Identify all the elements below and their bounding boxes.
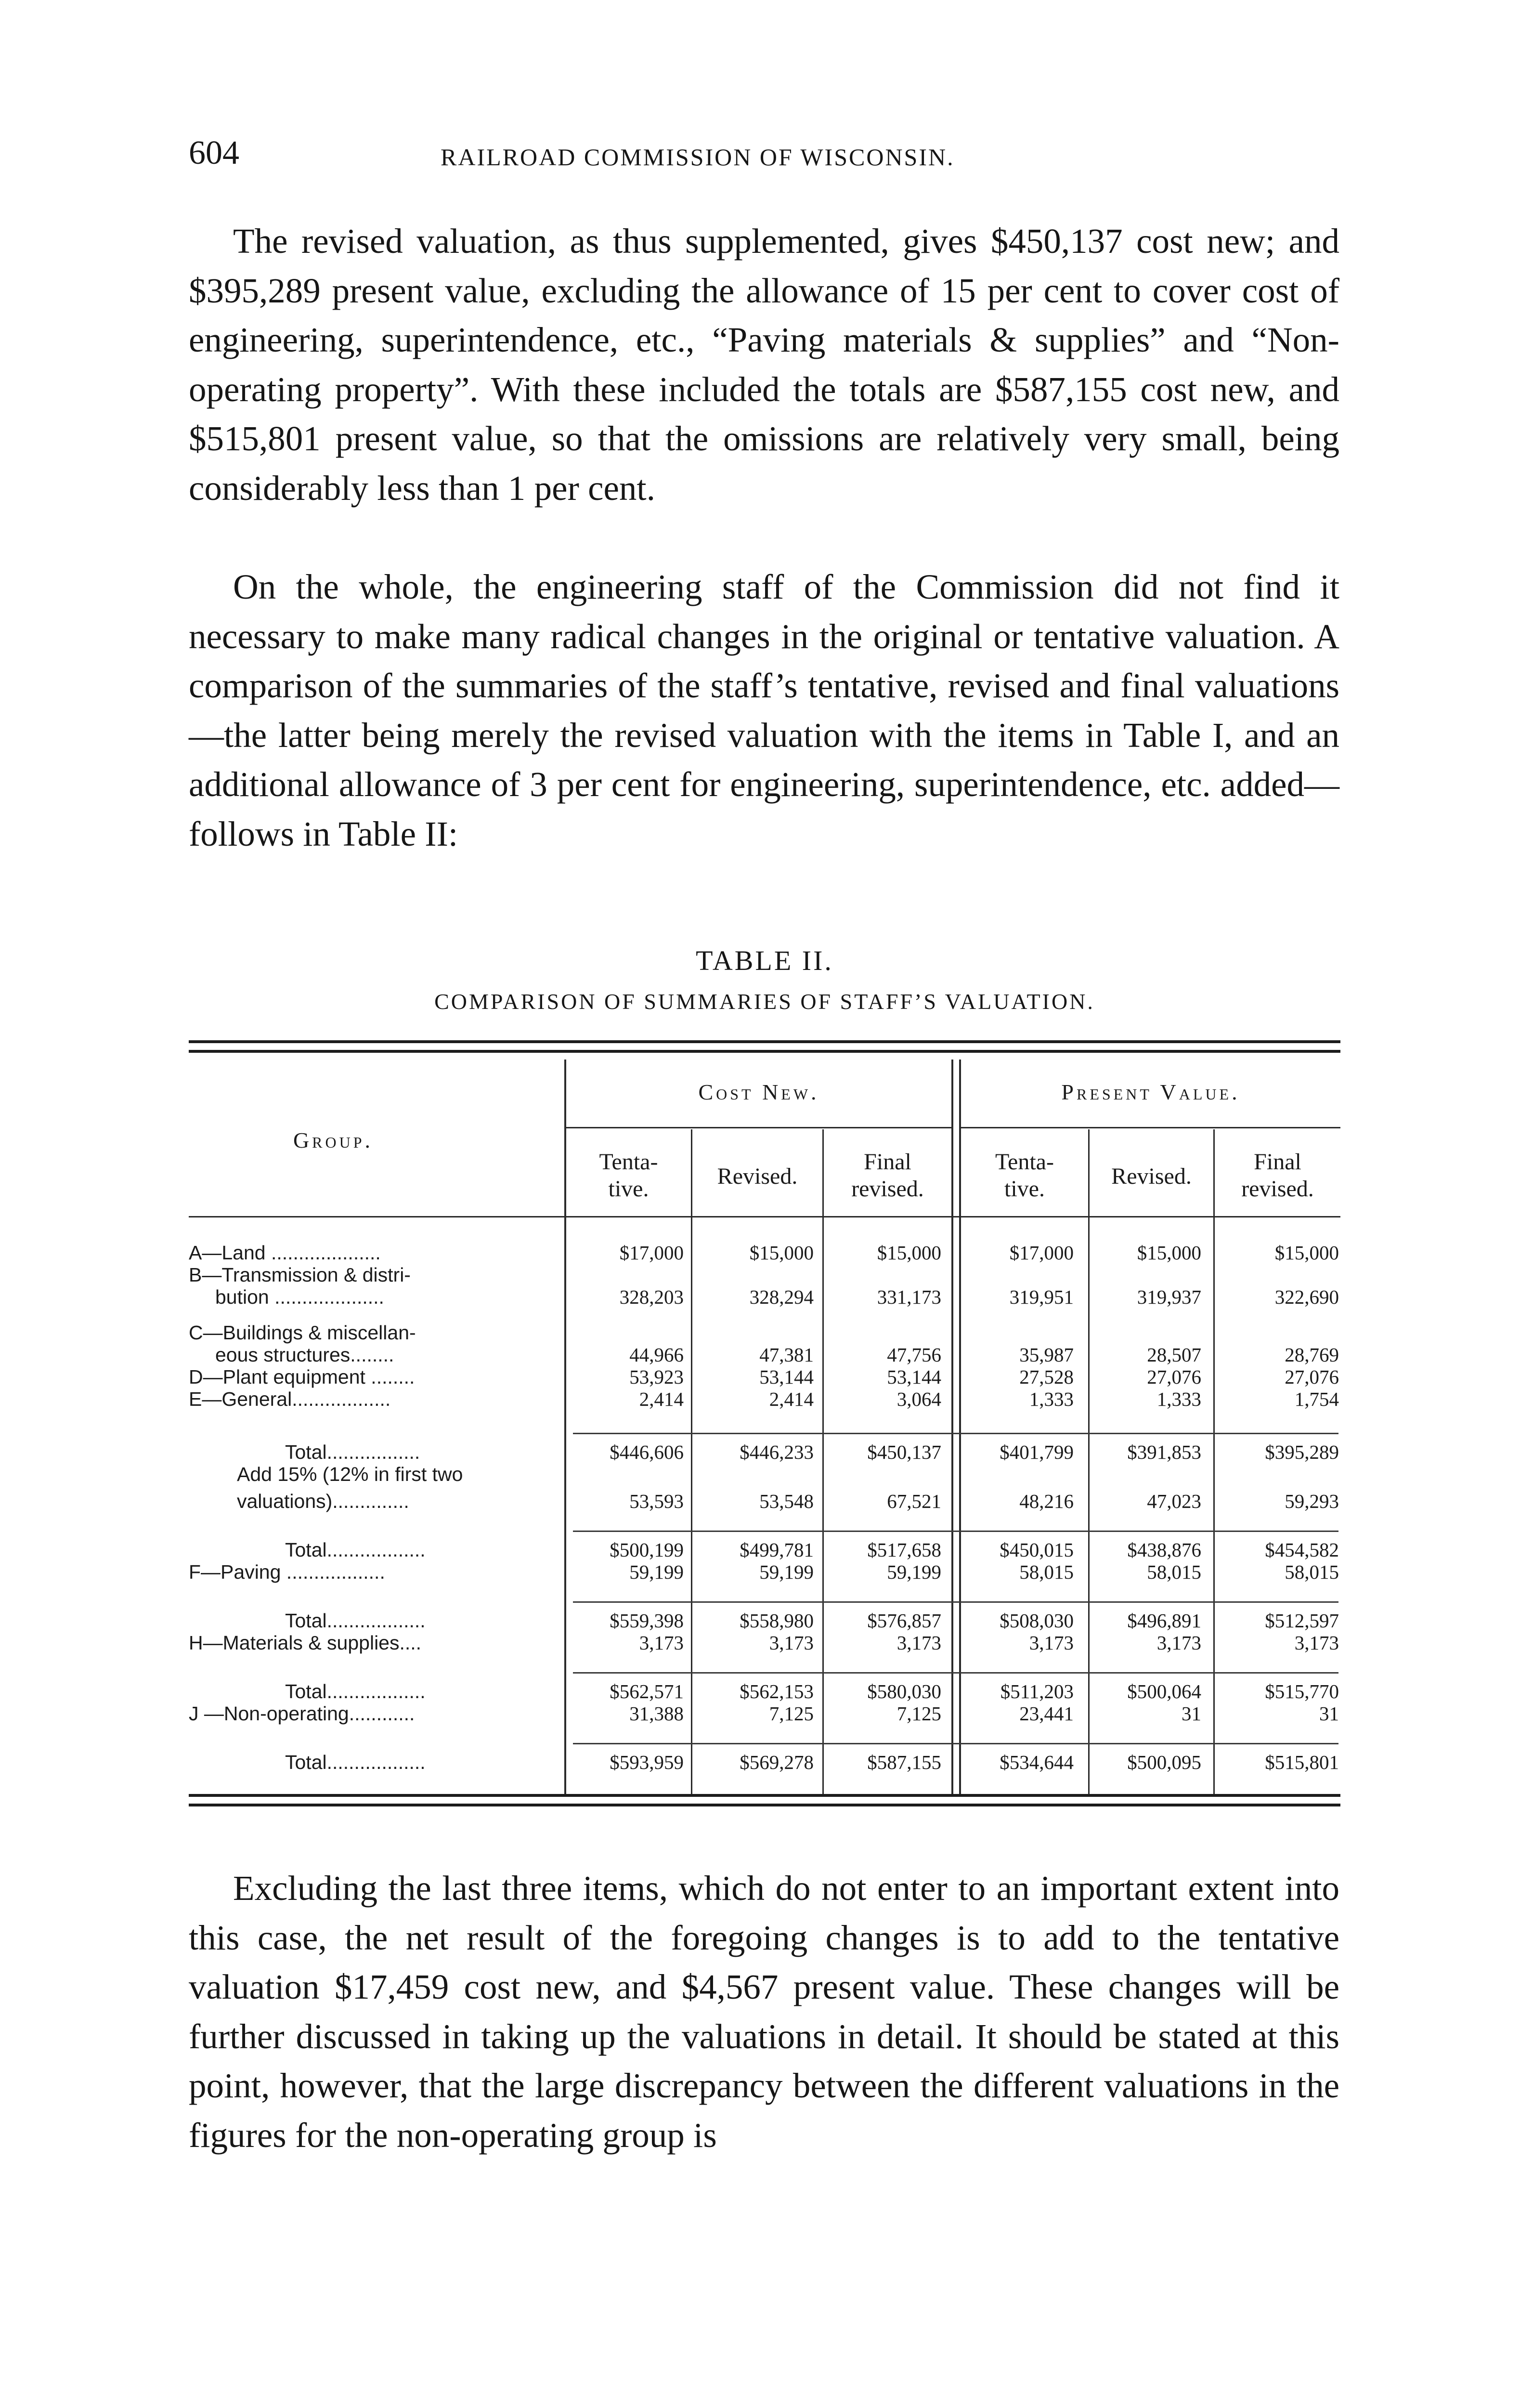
cell-present-tentative: $450,015 — [1000, 1539, 1074, 1561]
row-label-buildings: C—Buildings & miscellan- — [189, 1322, 416, 1344]
cell-cost-revised: 53,144 — [759, 1366, 814, 1388]
row-label-plant: D—Plant equipment ........ — [189, 1366, 415, 1388]
cell-present-final: 58,015 — [1285, 1561, 1339, 1583]
cell-present-final: 27,076 — [1285, 1366, 1339, 1388]
cell-cost-final: 3,173 — [896, 1632, 941, 1654]
cell-cost-revised: $446,233 — [740, 1441, 814, 1463]
tentative-header: Tenta- tive. — [995, 1149, 1054, 1202]
row-label-materials: H—Materials & supplies.... — [189, 1632, 422, 1654]
cell-cost-final: $587,155 — [867, 1751, 941, 1773]
cell-cost-revised: 53,548 — [759, 1490, 814, 1512]
group-header: Group. — [293, 1128, 374, 1152]
header-span-rule — [566, 1127, 951, 1128]
row-label-total: Total.................. — [285, 1751, 426, 1773]
cell-present-tentative: 35,987 — [1019, 1344, 1074, 1366]
cell-cost-tentative: $562,571 — [610, 1680, 684, 1702]
cell-cost-final: $517,658 — [867, 1539, 941, 1561]
cell-present-final: 59,293 — [1285, 1490, 1339, 1512]
cell-present-tentative: $508,030 — [1000, 1610, 1074, 1632]
row-label-buildings: eous structures........ — [215, 1344, 394, 1366]
cell-present-tentative: 23,441 — [1019, 1702, 1074, 1725]
cell-present-final: 31 — [1319, 1702, 1339, 1725]
sum-rule — [573, 1433, 1338, 1434]
cell-present-revised: 58,015 — [1147, 1561, 1201, 1583]
cell-cost-tentative: 31,388 — [629, 1702, 684, 1725]
sum-rule — [573, 1531, 1338, 1532]
page-header — [189, 129, 1344, 177]
cell-present-tentative: 1,333 — [1029, 1388, 1074, 1410]
cell-cost-tentative: $17,000 — [619, 1242, 684, 1264]
cell-present-final: $512,597 — [1265, 1610, 1339, 1632]
row-label-total: Total.................. — [285, 1680, 426, 1702]
cell-cost-tentative: $500,199 — [610, 1539, 684, 1561]
cell-present-revised: $438,876 — [1127, 1539, 1201, 1561]
column-divider — [951, 1060, 953, 1794]
cell-present-final: 1,754 — [1294, 1388, 1339, 1410]
header-bottom-rule — [189, 1216, 1340, 1217]
cell-present-tentative: $17,000 — [1009, 1242, 1074, 1264]
running-head: RAILROAD COMMISSION OF WISCONSIN. — [441, 144, 955, 170]
cell-cost-tentative: $446,606 — [610, 1441, 684, 1463]
cell-present-revised: 28,507 — [1147, 1344, 1201, 1366]
cell-cost-revised: 328,294 — [749, 1286, 814, 1308]
cell-cost-revised: $569,278 — [740, 1751, 814, 1773]
cell-cost-final: 59,199 — [887, 1561, 941, 1583]
cell-present-final: $15,000 — [1274, 1242, 1339, 1264]
revised-header: Revised. — [1111, 1164, 1192, 1189]
row-label-add15: valuations).............. — [237, 1490, 409, 1512]
cell-present-tentative: 48,216 — [1019, 1490, 1074, 1512]
cell-present-revised: 3,173 — [1156, 1632, 1201, 1654]
cell-present-revised: $500,095 — [1127, 1751, 1201, 1773]
cell-present-final: $395,289 — [1265, 1441, 1339, 1463]
cell-present-revised: $15,000 — [1137, 1242, 1201, 1264]
cell-present-tentative: 58,015 — [1019, 1561, 1074, 1583]
cell-cost-final: 47,756 — [887, 1344, 941, 1366]
page-number: 604 — [189, 134, 239, 171]
cost-new-header: Cost New. — [698, 1080, 819, 1104]
cell-present-revised: $391,853 — [1127, 1441, 1201, 1463]
row-label-land: A—Land .................... — [189, 1242, 381, 1264]
cell-present-final: $515,770 — [1265, 1680, 1339, 1702]
cell-cost-tentative: 44,966 — [629, 1344, 684, 1366]
table-title: TABLE II. — [696, 945, 833, 976]
cell-cost-revised: 3,173 — [769, 1632, 814, 1654]
cell-cost-tentative: 53,923 — [629, 1366, 684, 1388]
cell-present-final: $515,801 — [1265, 1751, 1339, 1773]
sum-rule — [573, 1601, 1338, 1603]
cell-cost-revised: 7,125 — [769, 1702, 814, 1725]
cell-cost-final: 67,521 — [887, 1490, 941, 1512]
cell-present-tentative: 319,951 — [1009, 1286, 1074, 1308]
table-bottom-rule — [189, 1794, 1340, 1797]
table-subtitle: COMPARISON OF SUMMARIES OF STAFF’S VALUATION. — [434, 989, 1095, 1014]
cell-cost-final: 7,125 — [896, 1702, 941, 1725]
row-label-transmission: bution .................... — [215, 1286, 384, 1308]
final-revised-header: Final revised. — [851, 1149, 924, 1202]
row-label-transmission: B—Transmission & distri- — [189, 1264, 411, 1286]
cell-present-tentative: 3,173 — [1029, 1632, 1074, 1654]
cell-present-revised: 27,076 — [1147, 1366, 1201, 1388]
paragraph-2: On the whole, the engineering staff of the Commission did not find it necessary to make many radical changes in the original or tentative valuation. A comparison of the summaries of the staff’s tentative, revised and final valuations—the latter being merely the revised valuation with the items in Table I, and an additional allowance of 3 per cent for engineering, superintendence, etc. added—follows in Table II: — [189, 567, 1339, 853]
cell-present-revised: 31 — [1182, 1702, 1201, 1725]
cell-cost-tentative: 53,593 — [629, 1490, 684, 1512]
cell-cost-revised: $562,153 — [740, 1680, 814, 1702]
cell-cost-final: $450,137 — [867, 1441, 941, 1463]
cell-cost-tentative: 2,414 — [639, 1388, 684, 1410]
cell-cost-tentative: $593,959 — [610, 1751, 684, 1773]
final-revised-header: Final revised. — [1241, 1149, 1314, 1202]
cell-present-tentative: $534,644 — [1000, 1751, 1074, 1773]
cell-present-final: 322,690 — [1274, 1286, 1339, 1308]
table-top-rule — [189, 1050, 1340, 1053]
cell-present-final: $454,582 — [1265, 1539, 1339, 1561]
cell-present-revised: 47,023 — [1147, 1490, 1201, 1512]
cell-cost-final: $576,857 — [867, 1610, 941, 1632]
paragraph-3: Excluding the last three items, which do not enter to an important extent into this case, the net result of the foregoing changes is to add to the tentative valuation $17,459 cost new, and $4,567 present value. These changes will be further discussed in taking up the valuations in detail. It should be stated at this point, however, that the large discrepancy between the different valuations in the figures for the non-operating group is — [189, 1869, 1339, 2155]
row-label-total: Total.................. — [285, 1539, 426, 1561]
cell-cost-final: 53,144 — [887, 1366, 941, 1388]
sum-rule — [573, 1743, 1338, 1744]
paragraph-1: The revised valuation, as thus supplemented, gives $450,137 cost new; and $395,289 present value, excluding the allowance of 15 per cent to cover cost of engineering, superintendence, etc., “Paving materials & supplies” and “Non-operating property”. With these included the totals are $587,155 cost new, and $515,801 present value, so that the omissions are relatively very small, being considerably less than 1 per cent. — [189, 222, 1339, 508]
cell-present-tentative: $401,799 — [1000, 1441, 1074, 1463]
table-bottom-rule — [189, 1804, 1340, 1806]
row-label-total: Total................. — [285, 1441, 420, 1463]
cell-cost-final: 331,173 — [877, 1286, 941, 1308]
header-span-rule — [961, 1127, 1340, 1128]
cell-cost-revised: $499,781 — [740, 1539, 814, 1561]
tentative-header: Tenta- tive. — [599, 1149, 658, 1202]
cell-cost-tentative: 3,173 — [639, 1632, 684, 1654]
cell-cost-revised: 59,199 — [759, 1561, 814, 1583]
cell-present-tentative: $511,203 — [1000, 1680, 1074, 1702]
cell-cost-revised: $15,000 — [749, 1242, 814, 1264]
cell-present-final: 3,173 — [1294, 1632, 1339, 1654]
table-top-rule — [189, 1040, 1340, 1043]
cell-present-revised: 1,333 — [1156, 1388, 1201, 1410]
cell-cost-tentative: $559,398 — [610, 1610, 684, 1632]
cell-cost-final: 3,064 — [896, 1388, 941, 1410]
cell-cost-final: $15,000 — [877, 1242, 941, 1264]
cell-cost-revised: 47,381 — [759, 1344, 814, 1366]
cell-cost-tentative: 59,199 — [629, 1561, 684, 1583]
cell-cost-revised: 2,414 — [769, 1388, 814, 1410]
sum-rule — [573, 1672, 1338, 1674]
cell-present-revised: 319,937 — [1137, 1286, 1201, 1308]
cell-present-revised: $496,891 — [1127, 1610, 1201, 1632]
cell-present-revised: $500,064 — [1127, 1680, 1201, 1702]
row-label-paving: F—Paving .................. — [189, 1561, 385, 1583]
row-label-total: Total.................. — [285, 1610, 426, 1632]
cell-cost-final: $580,030 — [867, 1680, 941, 1702]
revised-header: Revised. — [717, 1164, 798, 1189]
row-label-add15: Add 15% (12% in first two — [237, 1463, 463, 1485]
cell-cost-revised: $558,980 — [740, 1610, 814, 1632]
cell-present-tentative: 27,528 — [1019, 1366, 1074, 1388]
row-label-nonop: J —Non-operating............ — [189, 1702, 415, 1725]
cell-present-final: 28,769 — [1285, 1344, 1339, 1366]
row-label-general: E—General.................. — [189, 1388, 391, 1410]
cell-cost-tentative: 328,203 — [619, 1286, 684, 1308]
present-value-header: Present Value. — [1061, 1080, 1240, 1104]
